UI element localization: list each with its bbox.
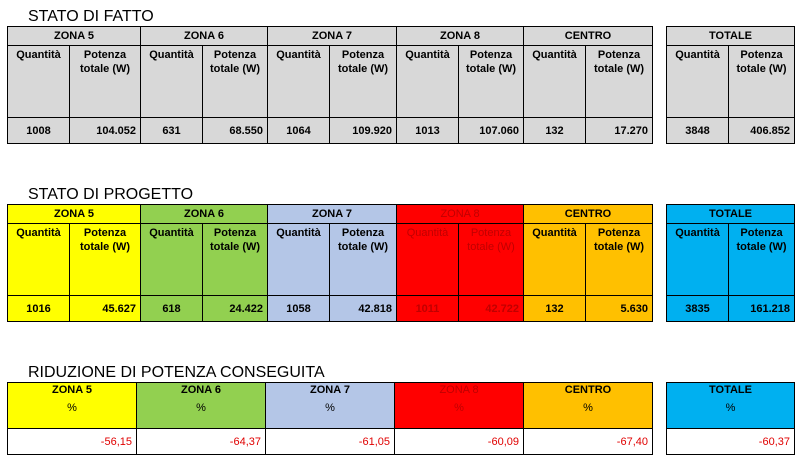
progetto-title: STATO DI PROGETTO [28,186,194,203]
progetto-totale-pow-label: Potenza totale (W) [729,224,795,296]
fatto-zona7-pow-label: Potenza totale (W) [330,46,397,118]
fatto-totale-header: TOTALE [667,27,795,46]
riduzione-zona6-header [137,383,266,429]
fatto-zona8-qty: 1013 [397,118,459,144]
fatto-title: STATO DI FATTO [28,8,154,25]
fatto-centro-pow: 17.270 [586,118,653,144]
riduzione-centro-label: CENTRO [564,384,612,396]
fatto-totale-pow: 406.852 [729,118,795,144]
progetto-zona8-pow: 42.722 [459,296,524,322]
fatto-zona5-header: ZONA 5 [8,27,141,46]
riduzione-zona6-value: -64,37 [137,429,266,455]
fatto-zona8-header: ZONA 8 [397,27,524,46]
riduzione-zona5-header [8,383,137,429]
fatto-zona5-pow: 104.052 [70,118,141,144]
riduzione-title: RIDUZIONE DI POTENZA CONSEGUITA [28,364,325,381]
progetto-zona6-pow-label: Potenza totale (W) [203,224,268,296]
progetto-zona8-pow-label: Potenza totale (W) [459,224,524,296]
progetto-zona8-qty: 1011 [397,296,459,322]
riduzione-totale-percent-label: % [725,402,736,414]
fatto-zona6-header: ZONA 6 [141,27,268,46]
fatto-centro-pow-label: Potenza totale (W) [586,46,653,118]
riduzione-totale-header [667,383,795,429]
fatto-zona5-pow-label: Potenza totale (W) [70,46,141,118]
fatto-centro-qty-label: Quantità [524,46,586,118]
riduzione-zona6-label: ZONA 6 [181,384,221,396]
fatto-zona8-pow-label: Potenza totale (W) [459,46,524,118]
fatto-totale-pow-label: Potenza totale (W) [729,46,795,118]
riduzione-table [7,382,795,455]
riduzione-totale-label: TOTALE [709,384,752,396]
progetto-zona6-pow: 24.422 [203,296,268,322]
riduzione-zona8-label: ZONA 8 [439,384,479,396]
riduzione-centro-value: -67,40 [524,429,653,455]
progetto-zona8-header: ZONA 8 [397,205,524,224]
fatto-zona6-pow: 68.550 [203,118,268,144]
fatto-zona8-qty-label: Quantità [397,46,459,118]
fatto-zona7-qty-label: Quantità [268,46,330,118]
riduzione-zona5-label: ZONA 5 [52,384,92,396]
progetto-zona5-qty-label: Quantità [8,224,70,296]
fatto-centro-header: CENTRO [524,27,653,46]
riduzione-zona8-header [395,383,524,429]
progetto-zona6-qty: 618 [141,296,203,322]
progetto-zona5-header: ZONA 5 [8,205,141,224]
progetto-zona7-pow: 42.818 [330,296,397,322]
fatto-zona6-qty-label: Quantità [141,46,203,118]
riduzione-zona8-percent-label: % [454,402,464,414]
fatto-zona7-qty: 1064 [268,118,330,144]
progetto-zona7-qty-label: Quantità [268,224,330,296]
progetto-centro-qty-label: Quantità [524,224,586,296]
progetto-centro-qty: 132 [524,296,586,322]
riduzione-totale-value: -60,37 [667,429,795,455]
fatto-table [7,26,795,144]
progetto-zona6-header: ZONA 6 [141,205,268,224]
riduzione-zona7-value: -61,05 [266,429,395,455]
riduzione-zona6-percent-label: % [196,402,206,414]
progetto-zona8-qty-label: Quantità [397,224,459,296]
fatto-gap [653,27,667,46]
fatto-zona8-pow: 107.060 [459,118,524,144]
fatto-zona7-header: ZONA 7 [268,27,397,46]
progetto-table [7,204,795,322]
fatto-totale-qty: 3848 [667,118,729,144]
riduzione-zona7-header [266,383,395,429]
progetto-zona7-pow-label: Potenza totale (W) [330,224,397,296]
riduzione-zona5-percent-label: % [67,402,77,414]
riduzione-zona7-label: ZONA 7 [310,384,350,396]
progetto-totale-pow: 161.218 [729,296,795,322]
riduzione-centro-header [524,383,653,429]
progetto-totale-header: TOTALE [667,205,795,224]
fatto-totale-qty-label: Quantità [667,46,729,118]
fatto-zona6-pow-label: Potenza totale (W) [203,46,268,118]
progetto-zona5-pow-label: Potenza totale (W) [70,224,141,296]
progetto-zona7-qty: 1058 [268,296,330,322]
progetto-zona5-qty: 1016 [8,296,70,322]
fatto-zona5-qty: 1008 [8,118,70,144]
progetto-totale-qty: 3835 [667,296,729,322]
progetto-zona6-qty-label: Quantità [141,224,203,296]
fatto-zona5-qty-label: Quantità [8,46,70,118]
riduzione-centro-percent-label: % [583,402,593,414]
riduzione-zona7-percent-label: % [325,402,335,414]
progetto-totale-qty-label: Quantità [667,224,729,296]
progetto-zona5-pow: 45.627 [70,296,141,322]
fatto-centro-qty: 132 [524,118,586,144]
progetto-centro-pow: 5.630 [586,296,653,322]
progetto-zona7-header: ZONA 7 [268,205,397,224]
riduzione-zona8-value: -60,09 [395,429,524,455]
progetto-centro-pow-label: Potenza totale (W) [586,224,653,296]
fatto-zona7-pow: 109.920 [330,118,397,144]
progetto-centro-header: CENTRO [524,205,653,224]
riduzione-zona5-value: -56,15 [8,429,137,455]
fatto-zona6-qty: 631 [141,118,203,144]
